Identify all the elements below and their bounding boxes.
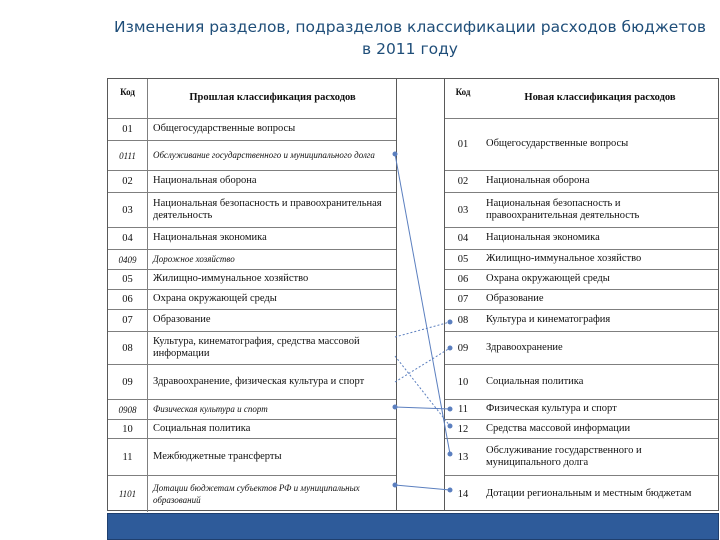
row-name: Здравоохранение (486, 341, 563, 353)
connector-dot (393, 405, 398, 410)
connector-09-to-09 (395, 348, 450, 382)
row-name: Жилищно-иммунальное хозяйство (153, 273, 309, 285)
row-code: 01 (457, 139, 469, 150)
row-name: Национальная оборона (486, 175, 590, 187)
row-code: 06 (457, 274, 469, 285)
row-name: Обслуживание государственного и муниципального долга (153, 150, 375, 161)
row-name: Физическая культура и спорт (153, 404, 268, 415)
row-code: 0409 (108, 250, 148, 269)
row-name: Культура, кинематография, средства массовой информации (153, 335, 360, 359)
row-name: Дотации региональным и местным бюджетам (486, 487, 692, 499)
row-code: 09 (108, 365, 148, 399)
row-name: Обслуживание государственного и муниципального долга (486, 444, 642, 468)
row-name: Общегосударственные вопросы (486, 138, 629, 150)
row-name: Национальная экономика (153, 232, 267, 244)
row-name: Национальная безопасность и правоохранительная деятельность (486, 197, 640, 221)
row-code: 02 (457, 176, 469, 187)
row-code: 04 (108, 228, 148, 249)
connector-08-to-12 (395, 356, 450, 426)
title-line-1: Изменения разделов, подразделов классификации расходов бюджетов (114, 18, 706, 36)
row-code: 02 (108, 171, 148, 192)
row-code: 01 (108, 119, 148, 140)
footer-bar (107, 513, 719, 540)
connector-dot (448, 424, 453, 429)
row-code: 05 (457, 254, 469, 265)
row-code: 08 (108, 332, 148, 364)
row-name: Жилищно-иммунальное хозяйство (486, 253, 642, 265)
connector-08-to-08 (395, 322, 450, 337)
connector-dot (448, 407, 453, 412)
row-code: 11 (457, 404, 469, 415)
row-code: 07 (108, 310, 148, 331)
row-code: 14 (457, 488, 469, 500)
row-name: Дорожное хозяйство (153, 254, 235, 265)
row-name: Культура и кинематография (486, 314, 611, 326)
row-name: Национальная безопасность и правоохранительная деятельность (153, 197, 382, 221)
row-name: Образование (153, 314, 211, 326)
row-name: Физическая культура и спорт (486, 403, 617, 415)
connector-dot (448, 488, 453, 493)
new-name-header: Новая классификация расходов (524, 92, 676, 104)
connector-dot (393, 152, 398, 157)
title-line-2: в 2011 году (362, 40, 458, 58)
row-code: 04 (457, 233, 469, 244)
row-name: Образование (486, 293, 544, 305)
row-code: 03 (108, 193, 148, 227)
row-code: 09 (457, 342, 469, 354)
old-code-header: Код (108, 79, 148, 118)
old-name-header: Прошлая классификация расходов (189, 92, 356, 104)
row-code: 08 (457, 315, 469, 326)
row-code: 0908 (108, 400, 148, 419)
row-name: Общегосударственные вопросы (153, 123, 296, 135)
row-code: 12 (457, 423, 469, 435)
connector-dot (393, 483, 398, 488)
row-name: Социальная политика (153, 422, 251, 434)
row-code: 05 (108, 270, 148, 289)
connector-dot (448, 346, 453, 351)
row-code: 13 (457, 451, 469, 463)
connector-1101-to-14 (395, 485, 450, 490)
row-name: Социальная политика (486, 375, 584, 387)
connector-dot (448, 452, 453, 457)
row-code: 11 (108, 439, 148, 475)
row-name: Здравоохранение, физическая культура и спорт (153, 375, 365, 387)
row-name: Национальная оборона (153, 175, 257, 187)
row-code: 0111 (108, 141, 148, 170)
row-code: 10 (108, 420, 148, 438)
row-name: Дотации бюджетам субъектов РФ и муниципальных образований (153, 482, 360, 505)
connector-dot (448, 320, 453, 325)
row-code: 1101 (108, 476, 148, 512)
row-name: Охрана окружающей среды (486, 273, 610, 285)
row-name: Охрана окружающей среды (153, 293, 277, 305)
row-name: Межбюджетные трансферты (153, 450, 282, 462)
row-code: 10 (457, 376, 469, 388)
row-name: Средства массовой информации (486, 422, 631, 434)
row-code: 07 (457, 294, 469, 305)
row-code: 03 (457, 204, 469, 216)
row-code: 06 (108, 290, 148, 309)
new-code-header: Код (455, 87, 471, 97)
row-name: Национальная экономика (486, 232, 600, 244)
